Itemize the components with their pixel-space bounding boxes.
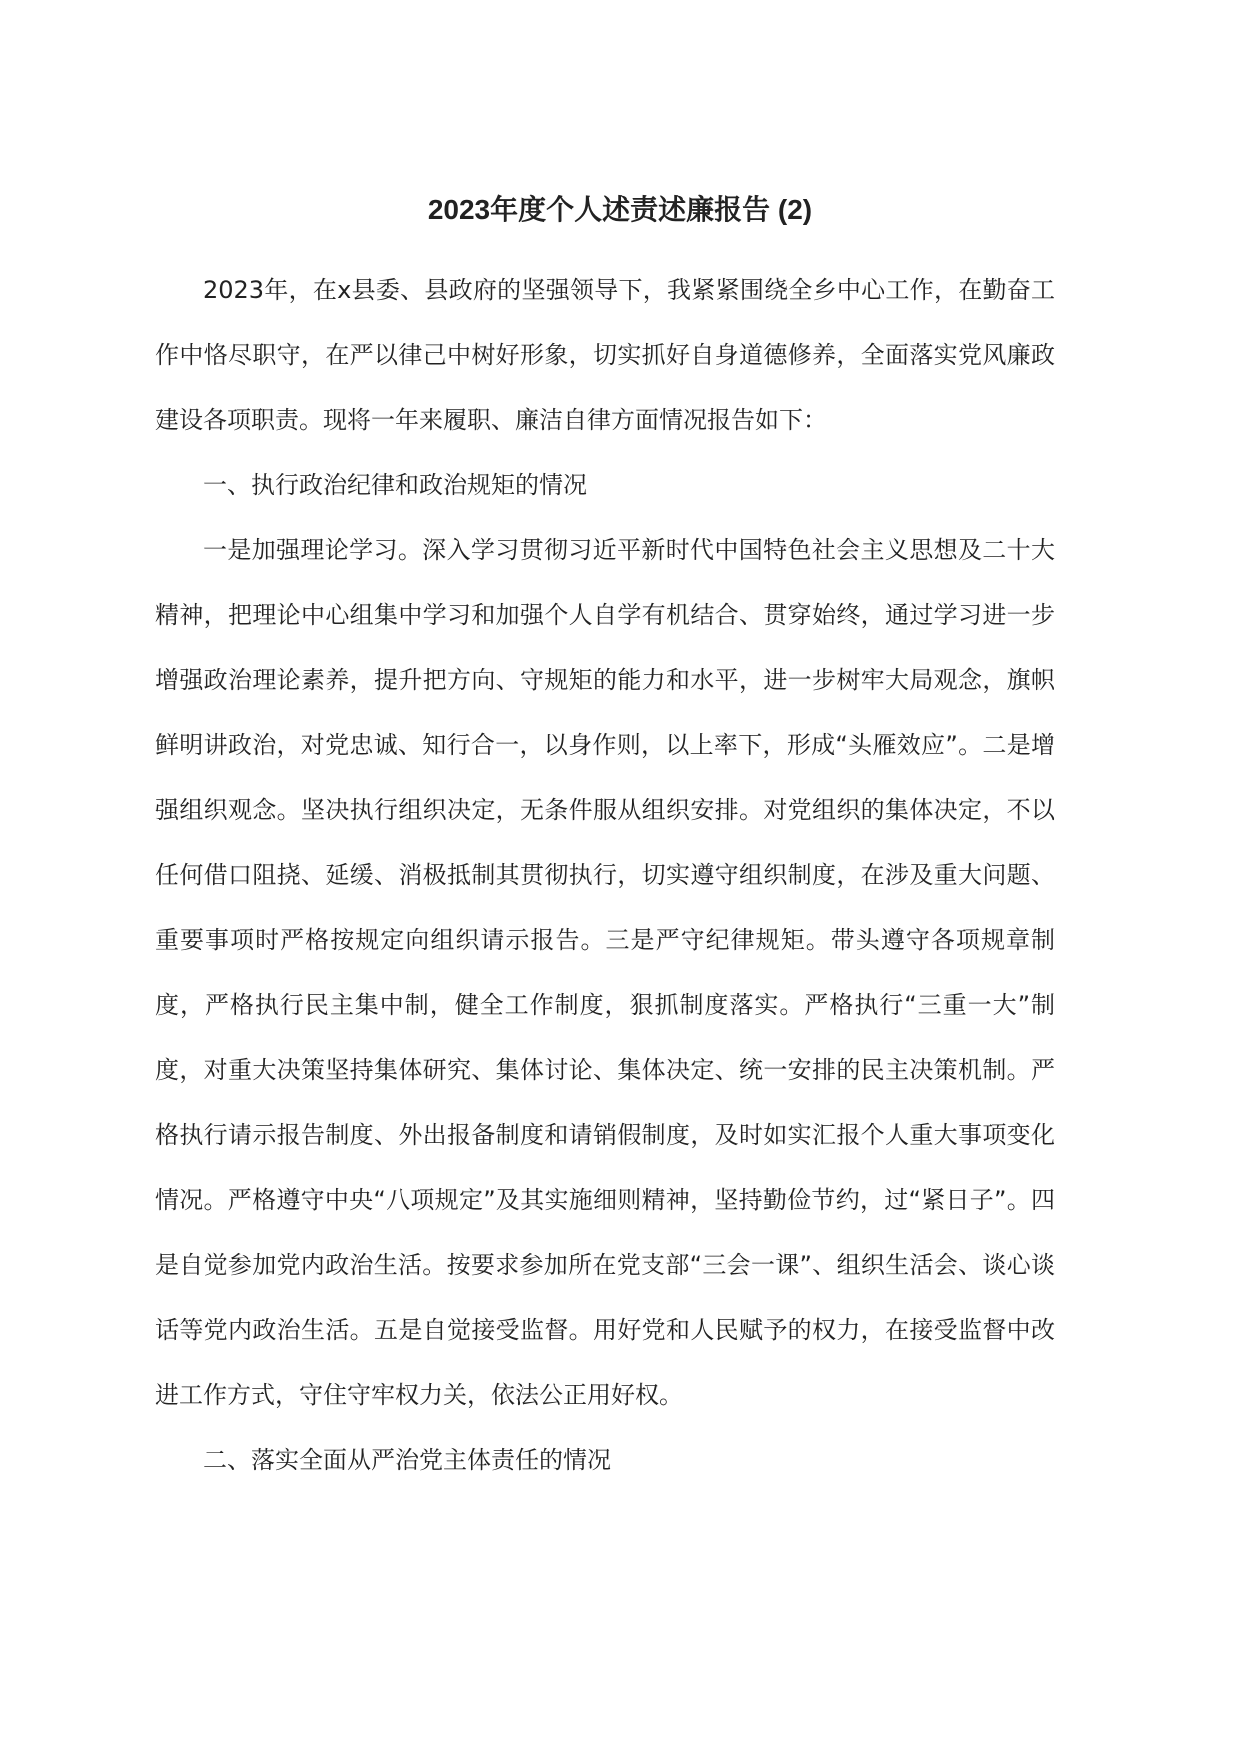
section-heading-2: 二、落实全面从严治党主体责任的情况 [203,1446,611,1474]
document-body [155,258,1055,1493]
paragraph-intro: 2023年，在x县委、县政府的坚强领导下，我紧紧围绕全乡中心工作，在勤奋工作中恪尽职守，在严以律己中树好形象，切实抓好自身道德修养，全面落实党风廉政建设各项职责。现将一年来履职、廉洁自律方面情况报告如下： [155,276,1055,434]
document-title: 2023年度个人述责述廉报告 (2) [427,194,813,225]
paragraph-section-1-body: 一是加强理论学习。深入学习贯彻习近平新时代中国特色社会主义思想及二十大精神，把理论中心组集中学习和加强个人自学有机结合、贯穿始终，通过学习进一步增强政治理论素养，提升把方向、守规矩的能力和水平，进一步树牢大局观念，旗帜鲜明讲政治，对党忠诚、知行合一，以身作则，以上率下，形成“头雁效应”。二是增强组织观念。坚决执行组织决定，无条件服从组织安排。对党组织的集体决定，不以任何借口阻挠、延缓、消极抵制其贯彻执行，切实遵守组织制度，在涉及重大问题、重要事项时严格按规定向组织请示报告。三是严守纪律规矩。带头遵守各项规章制度，严格执行民主集中制，健全工作制度，狠抓制度落实。严格执行“三重一大”制度，对重大决策坚持集体研究、集体讨论、集体决定、统一安排的民主决策机制。严格执行请示报告制度、外出报备制度和请销假制度，及时如实汇报个人重大事项变化情况。严格遵守中央“八项规定”及其实施细则精神，坚持勤俭节约，过“紧日子”。四是自觉参加党内政治生活。按要求参加所在党支部“三会一课”、组织生活会、谈心谈话等党内政治生活。五是自觉接受监督。用好党和人民赋予的权力，在接受监督中改进工作方式，守住守牢权力关，依法公正用好权。 [155,536,1055,1409]
section-heading-1: 一、执行政治纪律和政治规矩的情况 [203,471,587,499]
